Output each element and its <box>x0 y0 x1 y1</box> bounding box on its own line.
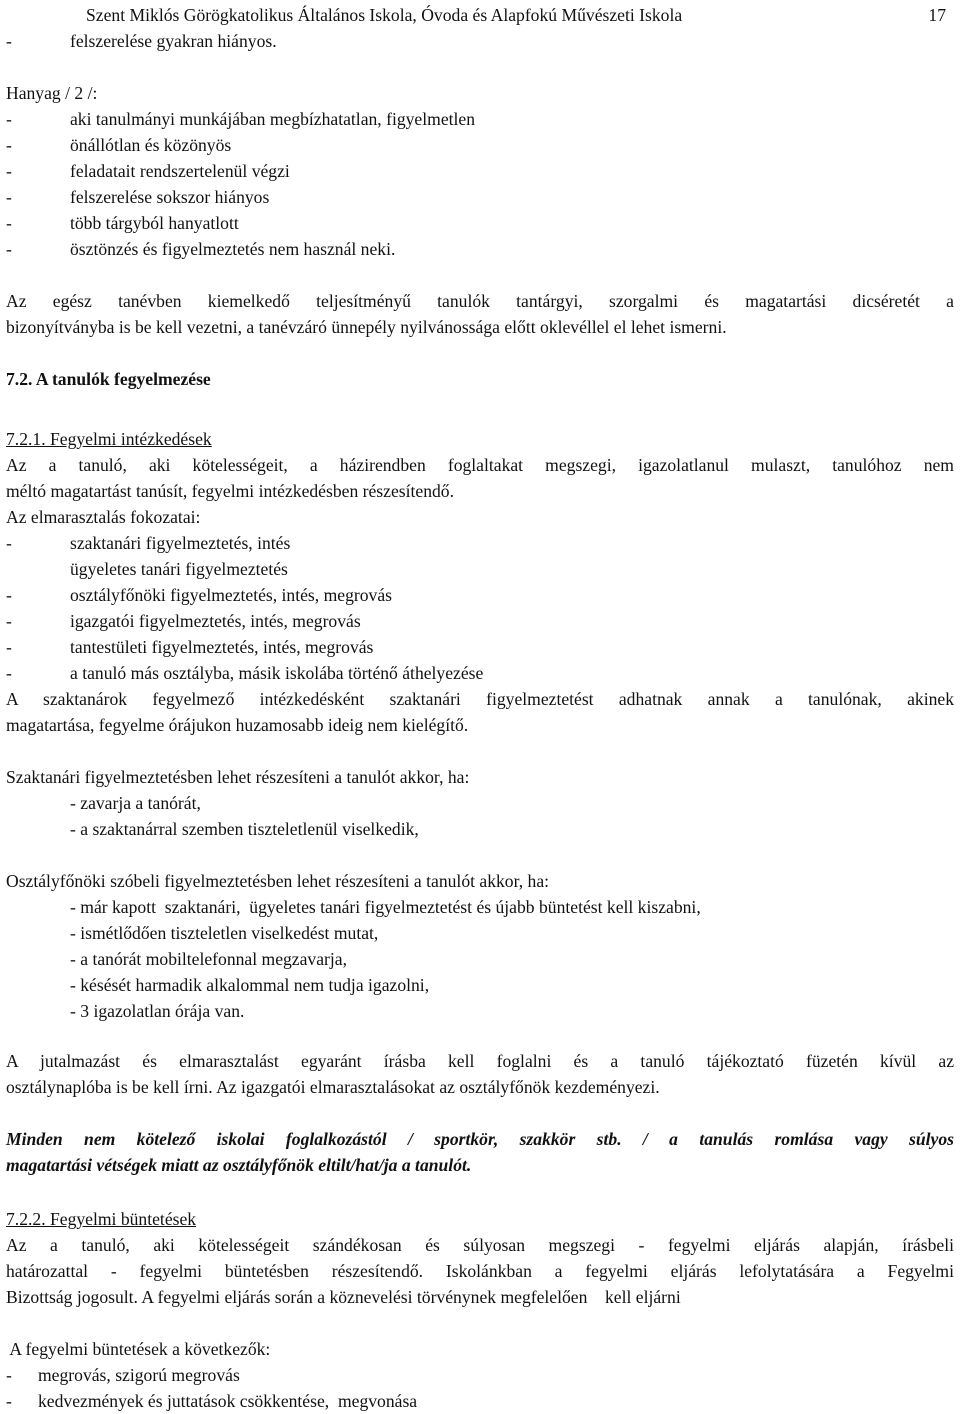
list-item: - a szaktanárral szemben tiszteletlenül viselkedik, <box>70 819 419 839</box>
paragraph-line: Bizottság jogosult. A fegyelmi eljárás során a köznevelési törvénynek megfelelően kell eljárni <box>6 1287 681 1307</box>
paragraph-line: Az a tanuló, aki kötelességeit, a házirendben foglaltakat megszegi, igazolatlanul mulaszt, tanulóhoz nem <box>6 455 954 475</box>
list-item: ügyeletes tanári figyelmeztetés <box>70 559 288 579</box>
list-item: - a tanuló más osztályba, másik iskolába történő áthelyezése <box>6 663 484 683</box>
list-item: - felszerelése gyakran hiányos. <box>6 31 277 51</box>
paragraph-line: határozattal - fegyelmi büntetésben részesítendő. Iskolánkban a fegyelmi eljárás lefolytatására a Fegyelmi <box>6 1261 954 1281</box>
list-item: - zavarja a tanórát, <box>70 793 201 813</box>
page-header: Szent Miklós Görögkatolikus Általános Iskola, Óvoda és Alapfokú Művészeti Iskola <box>86 5 683 25</box>
paragraph-line: méltó magatartást tanúsít, fegyelmi intézkedésben részesítendő. <box>6 481 454 501</box>
list-item: - aki tanulmányi munkájában megbízhatatlan, figyelmetlen <box>6 109 476 129</box>
list-item: - megrovás, szigorú megrovás <box>6 1365 240 1385</box>
list-item: - kedvezmények és juttatások csökkentése, megvonása <box>6 1391 418 1411</box>
levels-heading: Az elmarasztalás fokozatai: <box>6 507 201 527</box>
note-line: Minden nem kötelező iskolai foglalkozástól / sportkör, szakkör stb. / a tanulás romlása vagy súlyos <box>6 1129 954 1149</box>
list-item: - osztályfőnöki figyelmeztetés, intés, megrovás <box>6 585 392 605</box>
paragraph-line: osztálynaplóba is be kell írni. Az igazgatói elmarasztalásokat az osztályfőnök kezdeményezi. <box>6 1077 660 1097</box>
list-item: - késését harmadik alkalommal nem tudja igazolni, <box>70 975 430 995</box>
list-item: - már kapott szaktanári, ügyeletes tanári figyelmeztetést és újabb büntetést kell kiszabni, <box>70 897 701 917</box>
paragraph-line: A jutalmazást és elmarasztalást egyaránt írásba kell foglalni és a tanuló tájékoztató füzetén kívül az <box>6 1051 954 1071</box>
list-item: - feladatait rendszertelenül végzi <box>6 161 290 181</box>
list-item: - a tanórát mobiltelefonnal megzavarja, <box>70 949 347 969</box>
paragraph-line: A szaktanárok fegyelmező intézkedésként szaktanári figyelmeztetést adhatnak annak a tanulónak, akinek <box>6 689 954 709</box>
list-item: - 3 igazolatlan órája van. <box>70 1001 245 1021</box>
subsection-heading: 7.2.1. Fegyelmi intézkedések <box>6 429 212 449</box>
note-line: magatartási vétségek miatt az osztályfőnök eltilt/hat/ja a tanulót. <box>6 1155 472 1175</box>
list-item: - tantestületi figyelmeztetés, intés, megrovás <box>6 637 374 657</box>
form-teacher-warning-heading: Osztályfőnöki szóbeli figyelmeztetésben lehet részesíteni a tanulót akkor, ha: <box>6 871 550 891</box>
list-item: - szaktanári figyelmeztetés, intés <box>6 533 291 553</box>
praise-paragraph-line: Az egész tanévben kiemelkedő teljesítményű tanulók tantárgyi, szorgalmi és magatartási dicséretét a <box>6 291 954 311</box>
hanyag-heading: Hanyag / 2 /: <box>6 83 98 103</box>
list-item: - önállótlan és közönyös <box>6 135 232 155</box>
subsection-heading: 7.2.2. Fegyelmi büntetések <box>6 1209 197 1229</box>
page-number: 17 <box>928 5 946 25</box>
list-item: - igazgatói figyelmeztetés, intés, megrovás <box>6 611 361 631</box>
list-item: - ismétlődően tiszteletlen viselkedést mutat, <box>70 923 379 943</box>
teacher-warning-heading: Szaktanári figyelmeztetésben lehet részesíteni a tanulót akkor, ha: <box>6 767 470 787</box>
list-item: - ösztönzés és figyelmeztetés nem használ neki. <box>6 239 396 259</box>
punishments-heading: A fegyelmi büntetések a következők: <box>6 1339 271 1359</box>
list-item: - felszerelése sokszor hiányos <box>6 187 270 207</box>
paragraph-line: magatartása, fegyelme órájukon huzamosabb ideig nem kielégítő. <box>6 715 469 735</box>
section-heading: 7.2. A tanulók fegyelmezése <box>6 369 211 389</box>
list-item: - több tárgyból hanyatlott <box>6 213 239 233</box>
paragraph-line: Az a tanuló, aki kötelességeit szándékosan és súlyosan megszegi - fegyelmi eljárás alapján, írásbeli <box>6 1235 954 1255</box>
praise-paragraph-line: bizonyítványba is be kell vezetni, a tanévzáró ünnepély nyilvánossága előtt oklevéllel el lehet ismerni. <box>6 317 727 337</box>
